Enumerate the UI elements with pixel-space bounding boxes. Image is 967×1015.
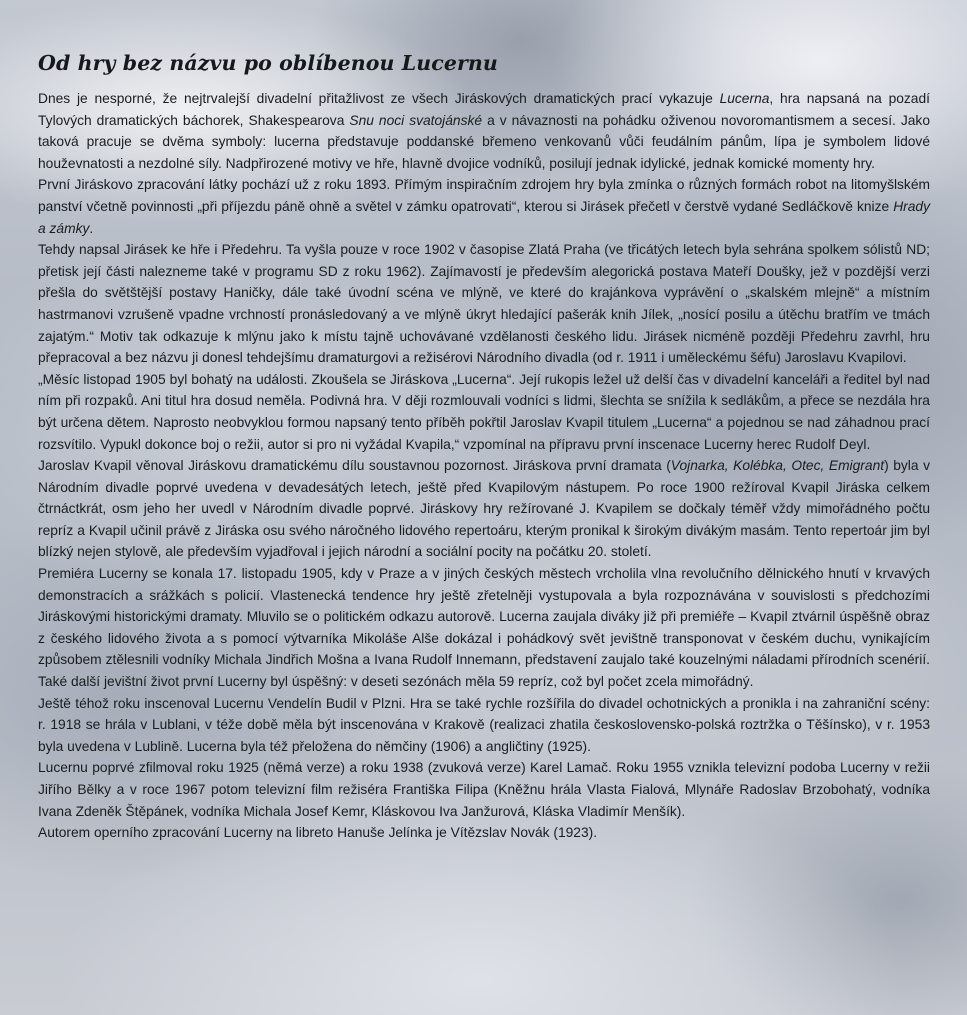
paragraph-text: Jaroslav Kvapil věnoval Jiráskovu dramatickému dílu soustavnou pozornost. Jiráskova první dramata ( bbox=[38, 458, 671, 474]
italic-text: Hrady a zámky bbox=[38, 198, 930, 236]
article-paragraph bbox=[38, 369, 930, 455]
paragraph-text: Lucernu poprvé zfilmoval roku 1925 (němá verze) a roku 1938 (zvuková verze) Karel Lamač. Roku 1955 vznikla televizní podoba Lucerny v režii Jiřího Bělky a v roce 1967 potom televizní film režiséra Františka Filipa (Kněžnu hrála Vlasta Fialová, Mlynáře Radoslav Brzobohatý, vodníka Ivana Zdeněk Štěpánek, vodníka Michala Josef Kemr, Kláskovou Iva Janžurová, Kláska Vladimír Menšík). bbox=[38, 760, 930, 819]
article-paragraph bbox=[38, 693, 930, 758]
paragraph-text: , hra napsaná na pozadí Tylových dramatických báchorek, Shakespearova bbox=[38, 91, 930, 128]
article bbox=[38, 50, 930, 844]
italic-text: Lucerna bbox=[719, 91, 770, 106]
article-title: Od hry bez názvu po oblíbenou Lucernu bbox=[38, 51, 498, 75]
italic-text: Vojnarka, Kolébka, Otec, Emigrant bbox=[670, 458, 885, 474]
paragraph-text: Dnes je nesporné, že nejtrvalejší divadelní přitažlivost ze všech Jiráskových dramatických prací vykazuje bbox=[38, 91, 720, 106]
paragraph-text: ) byla v Národním divadle poprvé uvedena v devadesátých letech, ještě před Kvapilovým nástupem. Po roce 1900 režíroval Kvapil Jiráska celkem čtrnáctkrát, osm jeho her uvedl v Národním divadle poprvé. Jiráskovy hry režírované J. Kvapilem se dočkaly téměř vždy mimořádného počtu repríz a Kvapil učinil právě z Jiráska osu svého náročného lidového repertoáru, kterým pronikal k širokým divákým masám. Tento repertoár jim byl blízký nejen stylově, ale především vyjadřoval i jejich národní a sociální pocity na počátku 20. století. bbox=[38, 458, 930, 560]
paragraph-text: . bbox=[89, 220, 94, 236]
article-paragraph bbox=[38, 239, 930, 369]
paragraph-text: Ještě téhož roku inscenoval Lucernu Vendelín Budil v Plzni. Hra se také rychle rozšířila do divadel ochotnických a pronikla i na zahraniční scény: r. 1918 se hrála v Lublani, v téže době měla být inscenována v Krakově (realizaci zhatila československo-polská roztržka o Těšínsko), v r. 1953 byla uvedena v Lublině. Lucerna byla též přeložena do němčiny (1906) a angličtiny (1925). bbox=[38, 695, 930, 754]
article-paragraph bbox=[38, 563, 930, 693]
article-paragraph bbox=[38, 757, 930, 822]
paragraph-text: Autorem operního zpracování Lucerny na libreto Hanuše Jelínka je Vítězslav Novák (1923). bbox=[38, 825, 598, 841]
article-paragraph bbox=[38, 88, 930, 174]
article-paragraph bbox=[38, 455, 930, 563]
paragraph-text: První Jiráskovo zpracování látky pochází už z roku 1893. Přímým inspiračním zdrojem hry byla zmínka o různých formách robot na litomyšlském panství včetně povinnosti „při příjezdu páně ohně a světel v zámku opatrovati“, kterou si Jirásek přečetl v čerstvě vydané Sedláčkově knize bbox=[38, 177, 930, 214]
paragraph-text: Premiéra Lucerny se konala 17. listopadu 1905, kdy v Praze a v jiných českých městech vrcholila vlna revolučního dělnického hnutí v krvavých demonstracích a srážkách s policií. Vlastenecká tendence hry ještě zřetelněji vystupovala a byla rozpoznávána v souvislosti s předchozími Jiráskovými historickými dramaty. Mluvilo se o politickém odkazu autorově. Lucerna zaujala diváky již při premiéře – Kvapil ztvárnil úspěšně obraz z českého lidového života a s pomocí výtvarníka Mikoláše Alše dokázal i pohádkový svět jevištně transponovat v českém duchu, vynikajícím způsobem ztělesnili vodníky Michala Jindřich Mošna a Ivana Rudolf Innemann, představení zaujalo také kouzelnými náladami přírodních scenérií. Také další jevištní život první Lucerny byl úspěšný: v deseti sezónách měla 59 repríz, což byl počet zcela mimořádný. bbox=[38, 566, 930, 690]
paragraph-text: a v návaznosti na pohádku oživenou novoromantismem a secesí. Jako taková pracuje se dvěma symboly: lucerna představuje poddanské břemeno venkovanů vůči feudálním pánům, lípa je symbolem lidové houževnatosti a nezdolné síly. Nadpřirozené motivy ve hře, hlavně dvojice vodníků, posilují jednak idylické, jednak komické momenty hry. bbox=[38, 112, 931, 171]
article-paragraph bbox=[38, 174, 930, 239]
paragraph-text: Tehdy napsal Jirásek ke hře i Předehru. Ta vyšla pouze v roce 1902 v časopise Zlatá Praha (ve třicátých letech byla sehrána spolkem sólistů ND; přetisk její části nalezneme také v programu SD z roku 1962). Zajímavostí je především alegorická postava Mateří Doušky, jež v pozdější verzi přešla do světštější postavy Haničky, dále také úvodní scéna ve mlýně, ve které do krajánkova vyprávění o „skalském mlejně“ a místním hastrmanovi vzrušeně vpadne vrchností pronásledovaný a ve mlýně úkryt hledající pašerák knih Jílek, „nosící posilu a útěchu bratřím ve tmách zajatým.“ Motiv tak odkazuje k mlýnu jako k místu tajně uchovávané vzdělanosti českého lidu. Jirásek nicméně později Předehru zavrhl, hru přepracoval a bez názvu ji donesl tehdejšímu dramaturgovi a režisérovi Národního divadla (od r. 1911 i uměleckému šéfu) Jaroslavu Kvapilovi. bbox=[38, 242, 930, 366]
article-paragraph bbox=[38, 822, 930, 844]
paragraph-text: „Měsíc listopad 1905 byl bohatý na události. Zkoušela se Jiráskova „Lucerna“. Její rukopis ležel už delší čas v divadelní kanceláři a ředitel byl nad ním při rozpaků. Ani titul hra dosud neměla. Podivná hra. V ději rozmlouvali vodníci s lidmi, šlechta se snížila k sedlákům, a přece se nezdála hra být určena dětem. Naprosto neobvyklou formou napsaný tento příběh pokřtil Jaroslav Kvapil titulem „Lucerna“ a pojednou se nad záhadnou prací rozsvítilo. Vypukl dokonce boj o režii, autor si pro ni vyžádal Kvapila,“ vzpomínal na přípravu první inscenace Lucerny herec Rudolf Deyl. bbox=[38, 371, 930, 452]
italic-text: Snu noci svatojánské bbox=[349, 112, 483, 128]
article-body bbox=[38, 88, 930, 844]
